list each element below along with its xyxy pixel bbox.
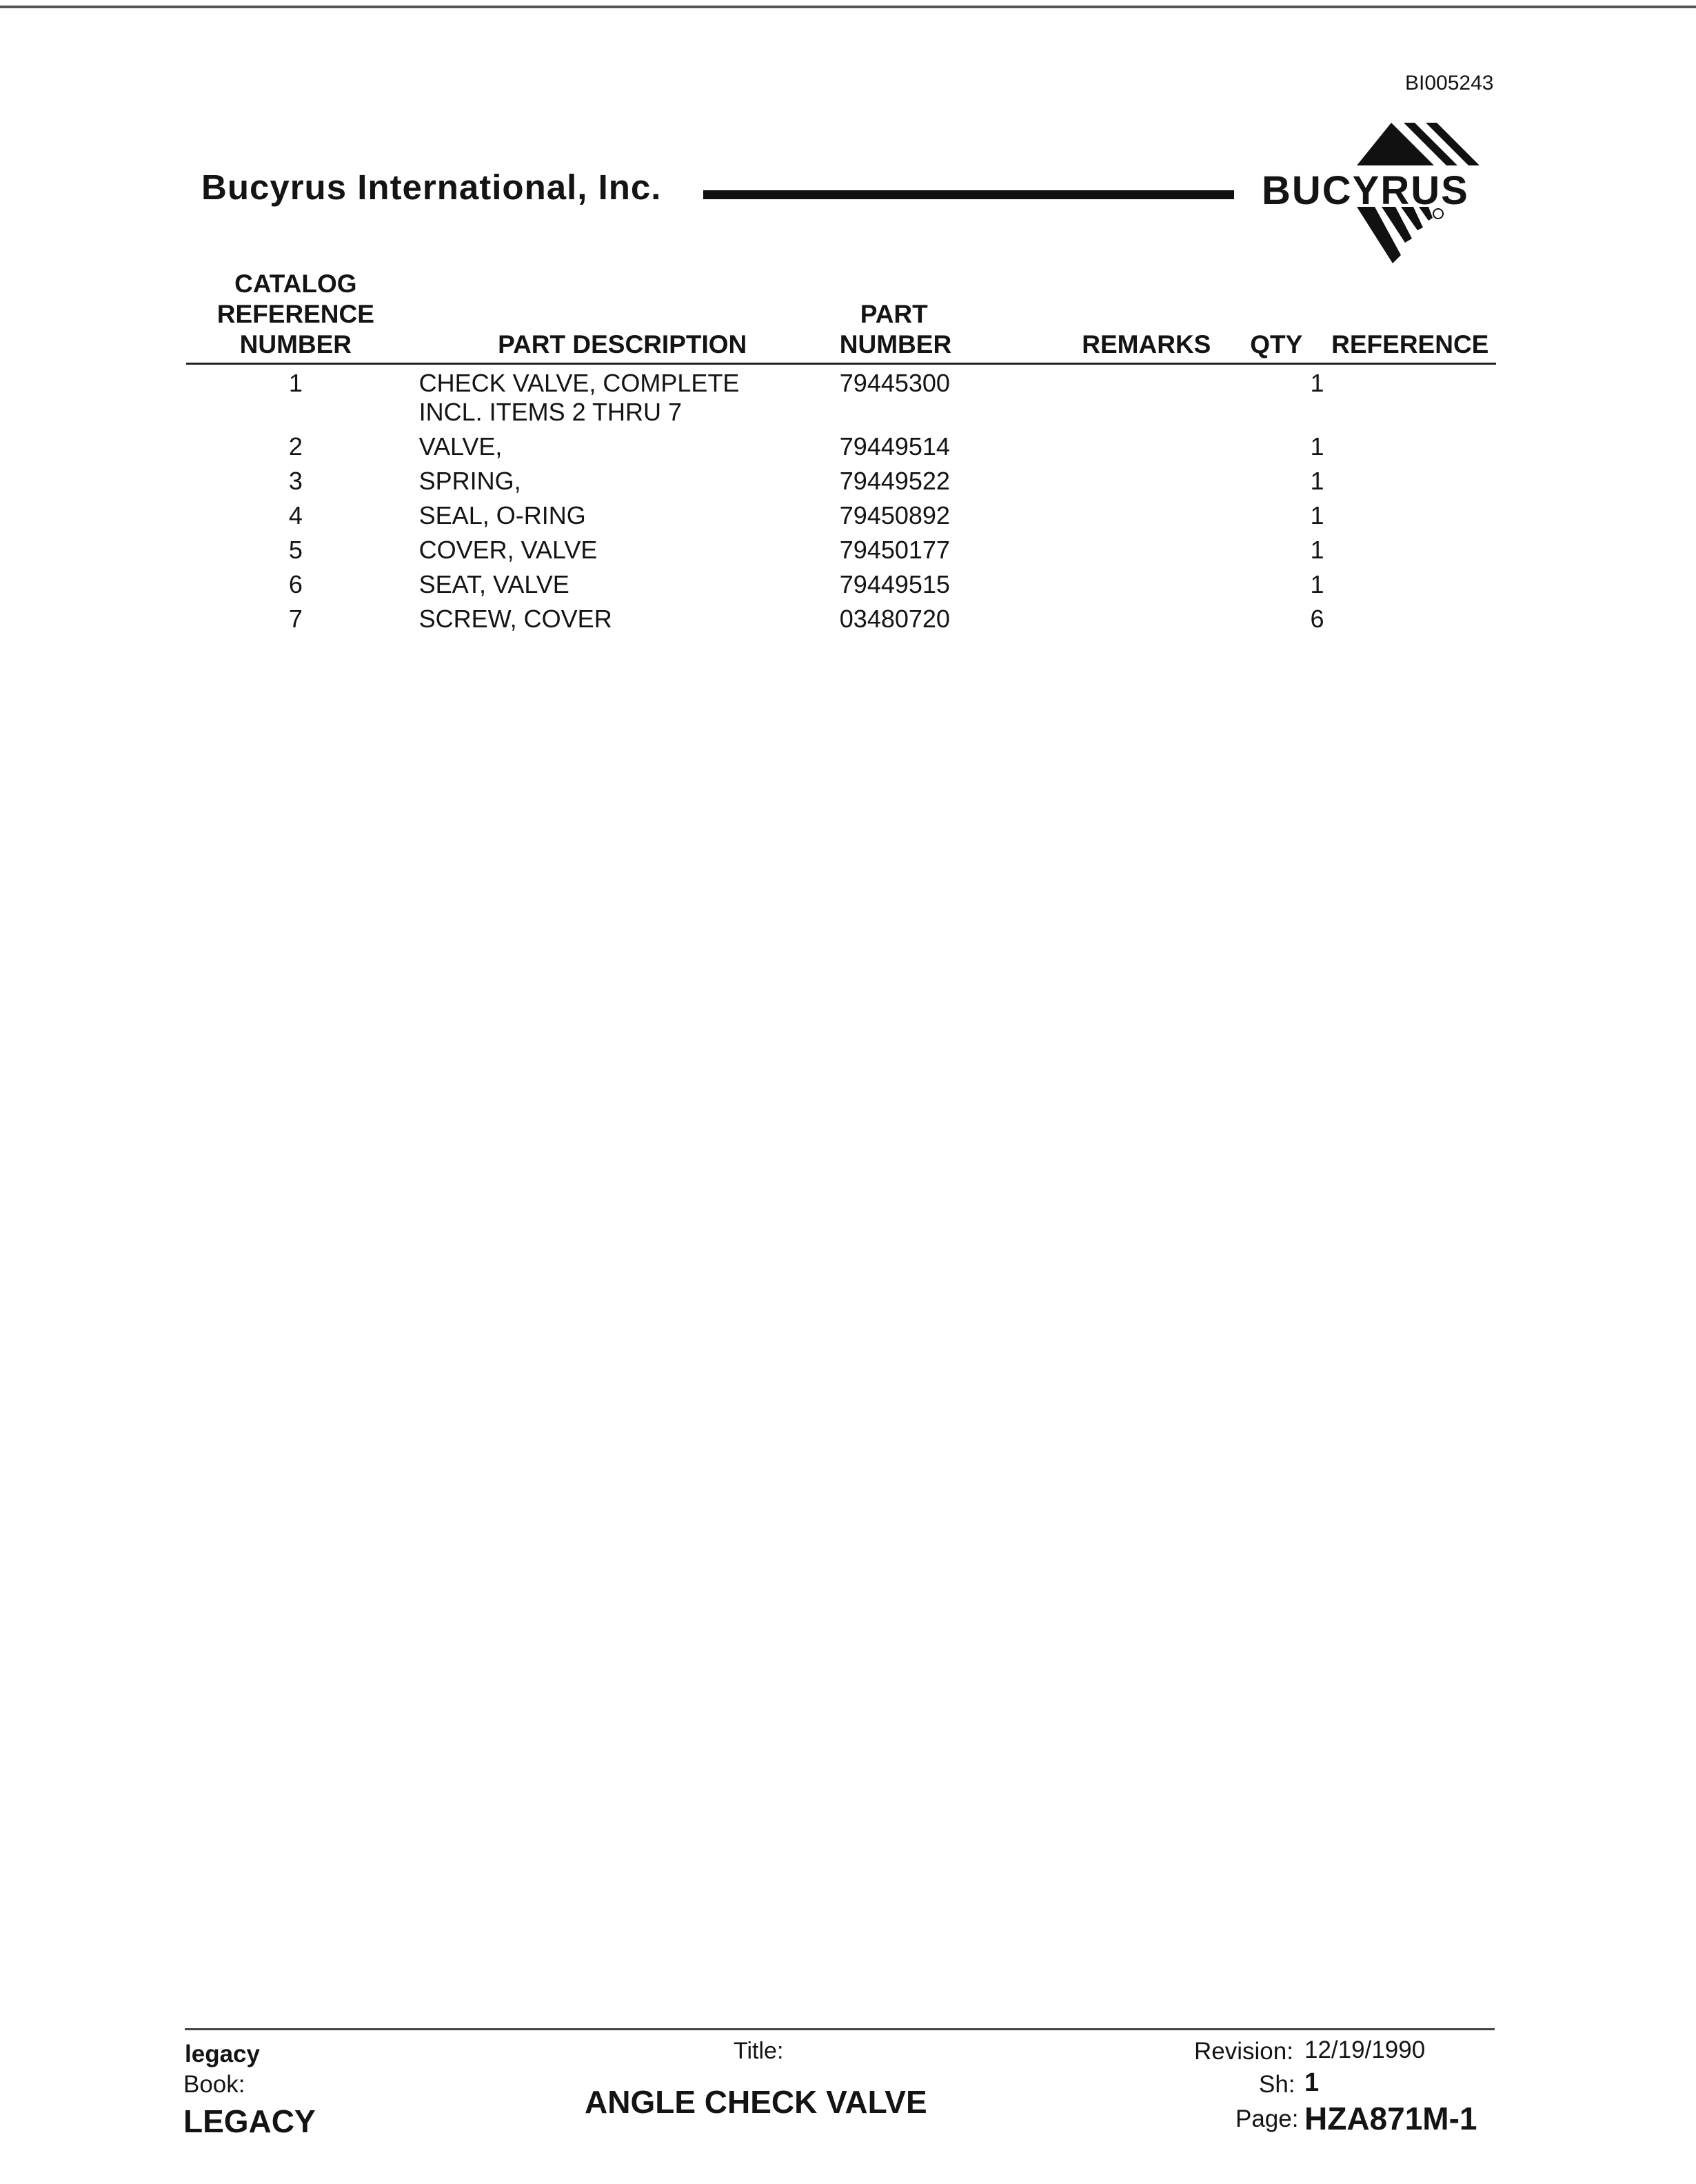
footer-title-label: Title: <box>734 2038 784 2064</box>
col-part-description: PART DESCRIPTION <box>405 269 840 364</box>
table-row: 5 COVER, VALVE 79450177 1 <box>288 536 1324 564</box>
parts-table <box>186 269 1496 635</box>
footer-page-label: Page: <box>1235 2105 1299 2132</box>
col-catalog-reference: CATALOG REFERENCE NUMBER <box>186 269 405 364</box>
document-id: BI005243 <box>1405 72 1494 94</box>
col-remarks: REMARKS <box>1064 269 1229 364</box>
footer-title-value: ANGLE CHECK VALVE <box>585 2084 927 2120</box>
footer-sheet-label: Sh: <box>1259 2071 1295 2098</box>
table-row: 1 CHECK VALVE, COMPLETE INCL. ITEMS 2 THRU 7 79445300 1 <box>288 369 1324 426</box>
header-rule <box>703 190 1234 199</box>
company-name: Bucyrus International, Inc. <box>201 168 662 207</box>
scan-edge-line <box>0 6 1696 8</box>
table-row: 2 VALVE, 79449514 1 <box>288 432 1324 461</box>
table-row: 7 SCREW, COVER 03480720 6 <box>288 605 1324 633</box>
table-row: 4 SEAL, O-RING 79450892 1 <box>288 501 1324 529</box>
footer-sheet-value: 1 <box>1304 2068 1320 2097</box>
table-header-row <box>186 269 1496 364</box>
footer-legacy-label: legacy <box>185 2041 260 2067</box>
footer-book-label: Book: <box>183 2071 245 2098</box>
footer-page-value: HZA871M-1 <box>1304 2101 1477 2136</box>
col-reference: REFERENCE <box>1324 269 1497 364</box>
footer-revision-label: Revision: <box>1194 2038 1293 2065</box>
footer-rule <box>185 2028 1495 2030</box>
table-row: 6 SEAT, VALVE 79449515 1 <box>288 570 1324 598</box>
col-part-number: PART NUMBER <box>840 269 1064 364</box>
logo-wordmark: BUCYRUS <box>1262 168 1469 213</box>
footer-book-value: LEGACY <box>183 2103 316 2139</box>
table-row: 3 SPRING, 79449522 1 <box>288 467 1324 495</box>
footer-revision-value: 12/19/1990 <box>1304 2036 1426 2063</box>
col-qty: QTY <box>1229 269 1324 364</box>
